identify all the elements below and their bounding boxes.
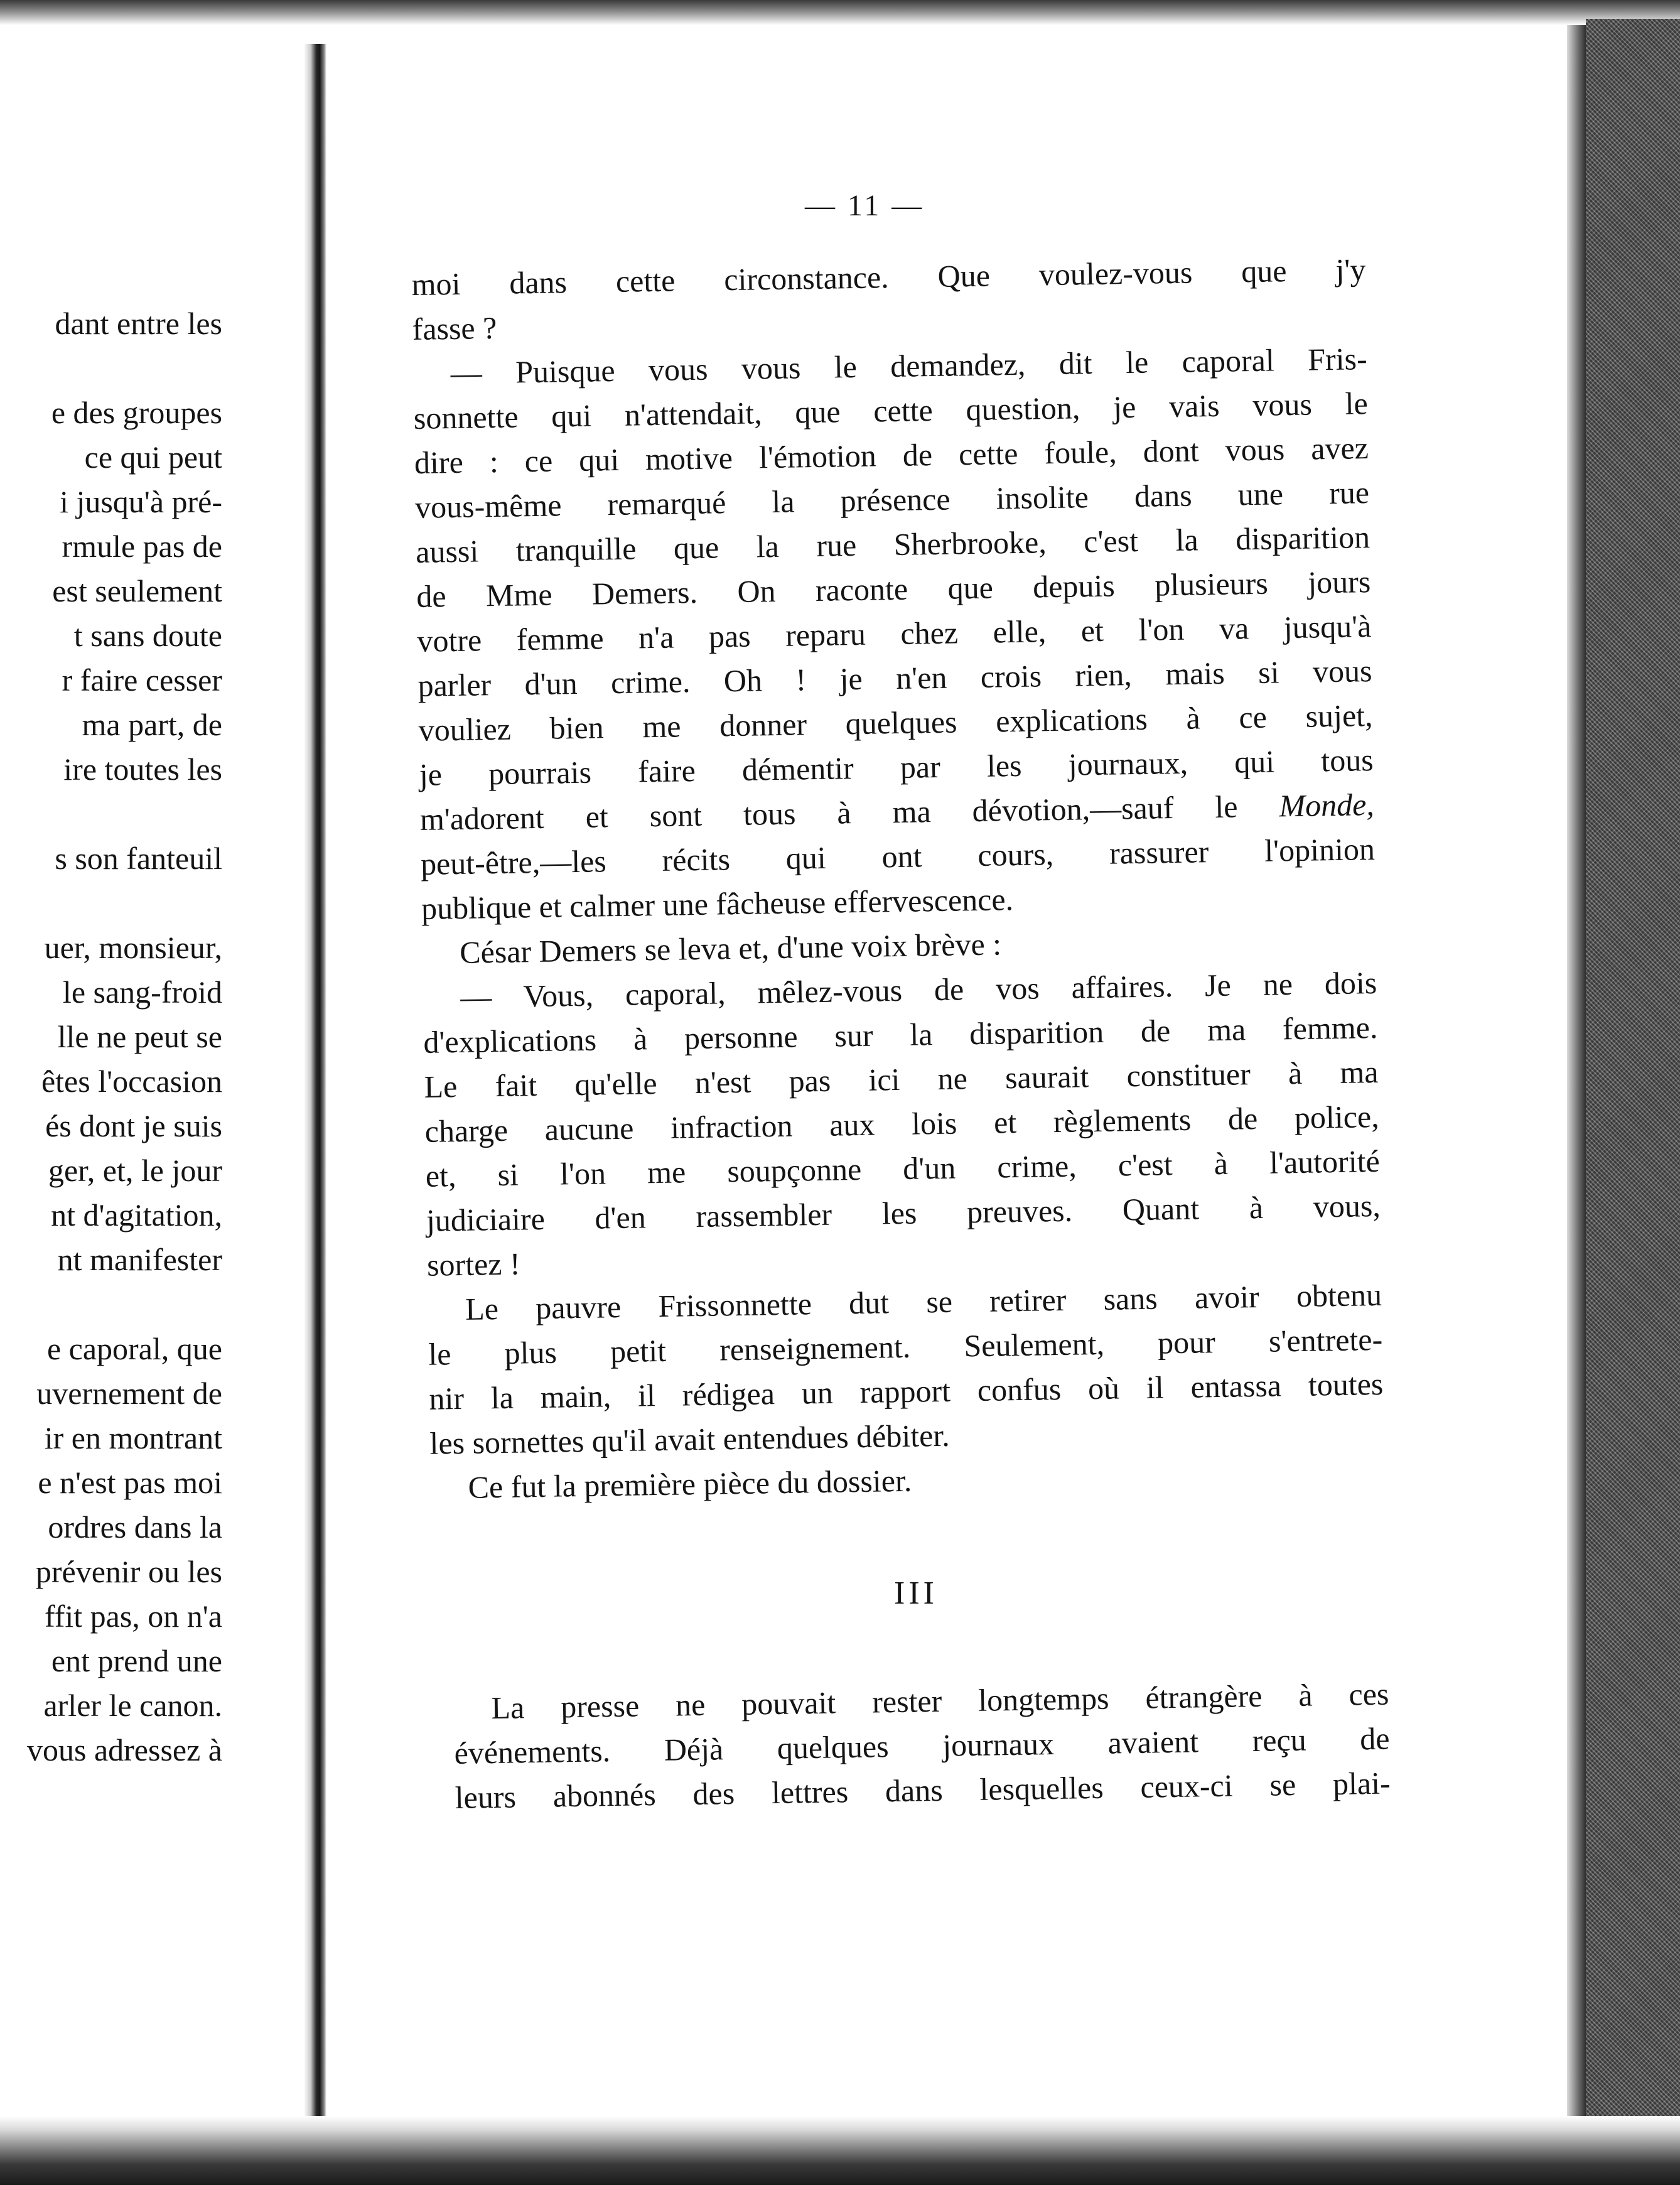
text-line: César Demers se leva et, d'une voix brève :	[459, 926, 1002, 970]
left-page-line: rmule pas de	[62, 529, 222, 564]
book-cover-cloth	[1586, 19, 1680, 2135]
left-page-line: ffit pas, on n'a	[44, 1599, 222, 1634]
left-page-line: r faire cesser	[62, 662, 222, 698]
left-page-line: dant entre les	[55, 306, 222, 341]
left-page-line: s son fanteuil	[55, 841, 222, 876]
text-line: les sornettes qu'il avait entendues débiter.	[429, 1417, 950, 1461]
left-page-line: ire toutes les	[63, 752, 222, 787]
left-page-line: est seulement	[52, 573, 222, 608]
left-page-line: uer, monsieur,	[44, 930, 222, 965]
text-segment: m'adorent et sont tous à ma dévotion,—sauf le	[419, 789, 1238, 837]
text-line: dire : ce qui motive l'émotion de cette foule, dont vous avez	[414, 430, 1369, 480]
left-page-line: lle ne peut se	[57, 1019, 222, 1054]
text-line: peut-être,—les récits qui ont cours, rassurer l'opinion	[420, 831, 1376, 882]
text-line: Le pauvre Frissonnette dut se retirer sans avoir obtenu	[465, 1276, 1382, 1327]
text-line: et, si l'on me soupçonne d'un crime, c'est à l'autorité	[425, 1143, 1381, 1194]
section-heading: III	[894, 1575, 938, 1611]
text-line: Ce fut la première pièce du dossier.	[468, 1462, 912, 1505]
left-page-line: és dont je suis	[45, 1108, 222, 1143]
text-line: — Puisque vous vous le demandez, dit le caporal Fris-	[450, 341, 1368, 391]
left-page-line: ger, et, le jour	[48, 1153, 222, 1188]
left-page-line: arler le canon.	[43, 1688, 222, 1723]
text-line: charge aucune infraction aux lois et règlements de police,	[424, 1098, 1379, 1149]
left-page-line: nt d'agitation,	[51, 1197, 222, 1233]
left-page-line: e des groupes	[51, 395, 222, 430]
text-line: La presse ne pouvait rester longtemps étrangère à ces	[491, 1676, 1389, 1726]
left-page-line: t sans doute	[73, 618, 222, 653]
left-page-line: êtes l'occasion	[41, 1064, 222, 1099]
text-line: moi dans cette circonstance. Que voulez-vous que j'y	[411, 252, 1366, 302]
left-page-line: i jusqu'à pré-	[60, 484, 222, 519]
text-line: aussi tranquille que la rue Sherbrooke, c'est la disparition	[415, 519, 1370, 569]
text-line: le plus petit renseignement. Seulement, pour s'entrete-	[428, 1321, 1383, 1372]
left-page-line: nt manifester	[57, 1242, 222, 1277]
page-number: — 11 —	[805, 189, 925, 222]
text-line: leurs abonnés des lettres dans lesquelles ceux-ci se plai-	[455, 1765, 1391, 1815]
body-text-block-b	[453, 1672, 1391, 1820]
text-line: je pourrais faire démentir par les journaux, qui tous	[419, 742, 1374, 792]
text-line: publique et calmer une fâcheuse effervescence.	[421, 882, 1014, 926]
text-line: — Vous, caporal, mêlez-vous de vos affaires. Je ne dois	[460, 964, 1377, 1015]
left-page	[0, 25, 304, 2154]
left-page-line: prévenir ou les	[35, 1554, 222, 1589]
text-line: vouliez bien me donner quelques explications à ce sujet,	[418, 698, 1373, 748]
text-line: fasse ?	[412, 310, 497, 347]
text-line: d'explications à personne sur la disparition de ma femme.	[423, 1009, 1378, 1060]
body-text-block-a	[411, 247, 1385, 1511]
left-page-line: ma part, de	[82, 707, 222, 742]
newspaper-title-monde: Monde,	[1278, 787, 1375, 824]
left-page-line: e n'est pas moi	[38, 1465, 222, 1500]
left-page-line: vous adressez à	[27, 1732, 222, 1767]
left-page-line: ir en montrant	[44, 1420, 222, 1455]
left-page-line: e caporal, que	[46, 1331, 222, 1366]
text-line: Le fait qu'elle n'est pas ici ne saurait constituer à ma	[424, 1054, 1379, 1104]
scan-top-edge	[0, 0, 1680, 25]
text-line: nir la main, il rédigea un rapport confus où il entassa toutes	[428, 1366, 1384, 1416]
text-line: votre femme n'a pas reparu chez elle, et l'on va jusqu'à	[417, 608, 1372, 659]
text-line: de Mme Demers. On raconte que depuis plusieurs jours	[416, 564, 1371, 614]
text-line: vous-même remarqué la présence insolite dans une rue	[414, 475, 1370, 525]
right-page-edge	[1567, 25, 1586, 2116]
left-page-line: le sang-froid	[62, 974, 222, 1010]
book-gutter	[304, 44, 326, 2116]
left-page-line: ce qui peut	[84, 440, 222, 475]
text-line: parler d'un crime. Oh ! je n'en crois rien, mais si vous	[417, 653, 1372, 703]
text-line: sortez !	[426, 1246, 521, 1283]
text-line: sonnette qui n'attendait, que cette question, je vais vous le	[413, 386, 1369, 436]
left-page-line: ent prend une	[51, 1643, 222, 1678]
left-page-line: ordres dans la	[48, 1509, 222, 1545]
text-line: événements. Déjà quelques journaux avaient reçu de	[454, 1720, 1390, 1771]
text-line: judiciaire d'en rassembler les preuves. Quant à vous,	[426, 1187, 1381, 1238]
left-page-line: uvernement de	[36, 1376, 222, 1411]
scan-bottom-edge	[0, 2116, 1680, 2185]
